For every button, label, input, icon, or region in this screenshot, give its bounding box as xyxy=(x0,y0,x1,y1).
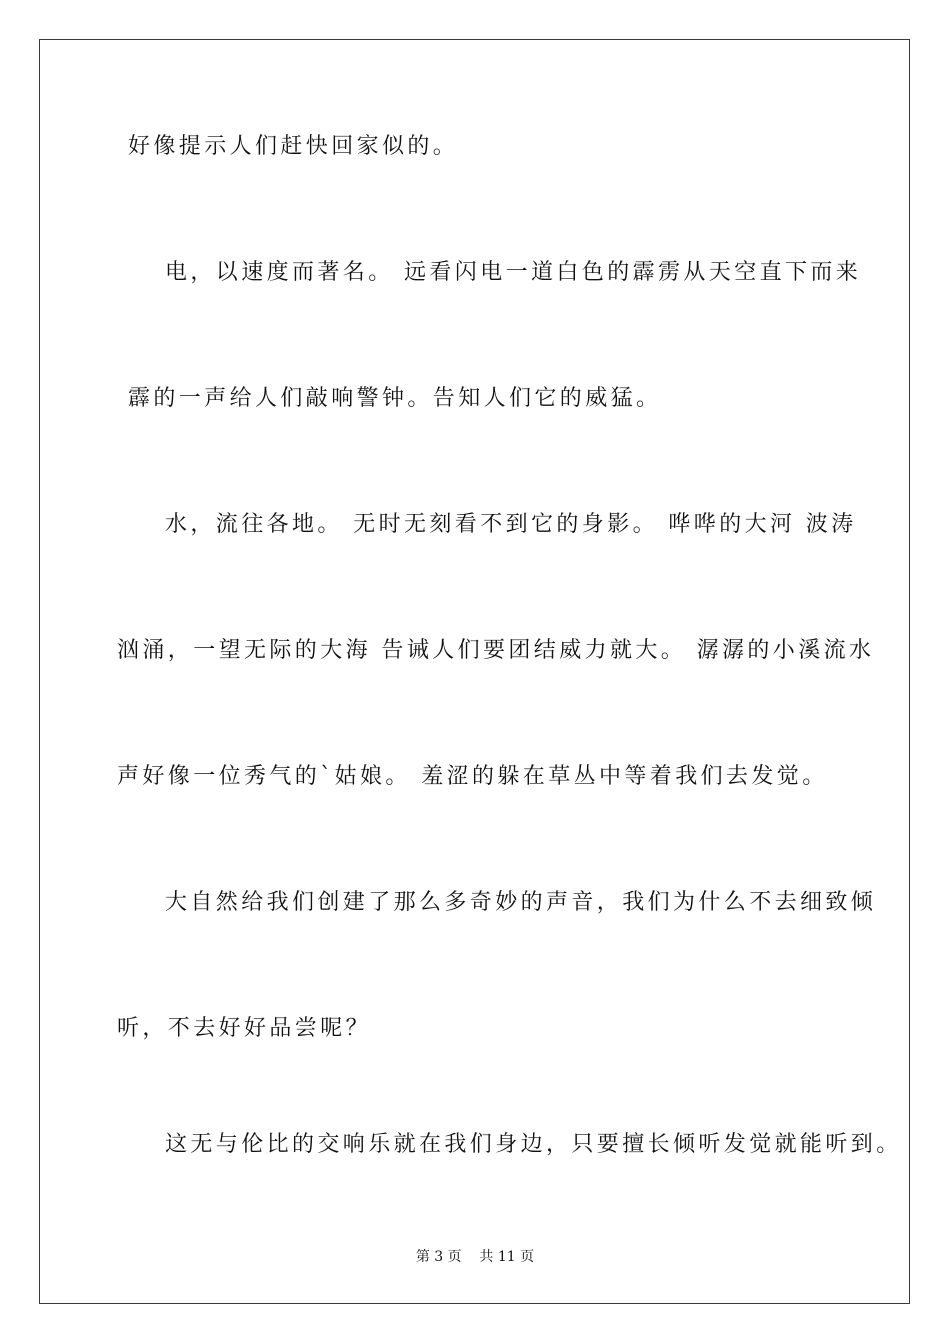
text-line-4: 水，流往各地。 无时无刻看不到它的身影。 哗哗的大河 波涛 xyxy=(165,512,857,537)
page-number-footer: 第 3 页 共 11 页 xyxy=(415,1249,535,1265)
text-line-2: 电，以速度而著名。 远看闪电一道白色的霹雳从天空直下而来 xyxy=(165,260,862,285)
text-line-5: 汹涌，一望无际的大海 告诫人们要团结威力就大。 潺潺的小溪流水 xyxy=(117,638,875,663)
text-line-9: 这无与伦比的交响乐就在我们身边，只要擅长倾听发觉就能听到。 xyxy=(165,1132,902,1157)
text-line-3: 霹的一声给人们敲响警钟。告知人们它的威猛。 xyxy=(128,386,662,411)
page-border xyxy=(39,39,910,1304)
text-line-6: 声好像一位秀气的`姑娘。 羞涩的躲在草丛中等着我们去发觉。 xyxy=(117,764,828,789)
text-line-7: 大自然给我们创建了那么多奇妙的声音，我们为什么不去细致倾 xyxy=(165,890,877,915)
text-line-1: 好像提示人们赶快回家似的。 xyxy=(128,134,459,159)
text-line-8: 听，不去好好品尝呢？ xyxy=(117,1016,372,1041)
